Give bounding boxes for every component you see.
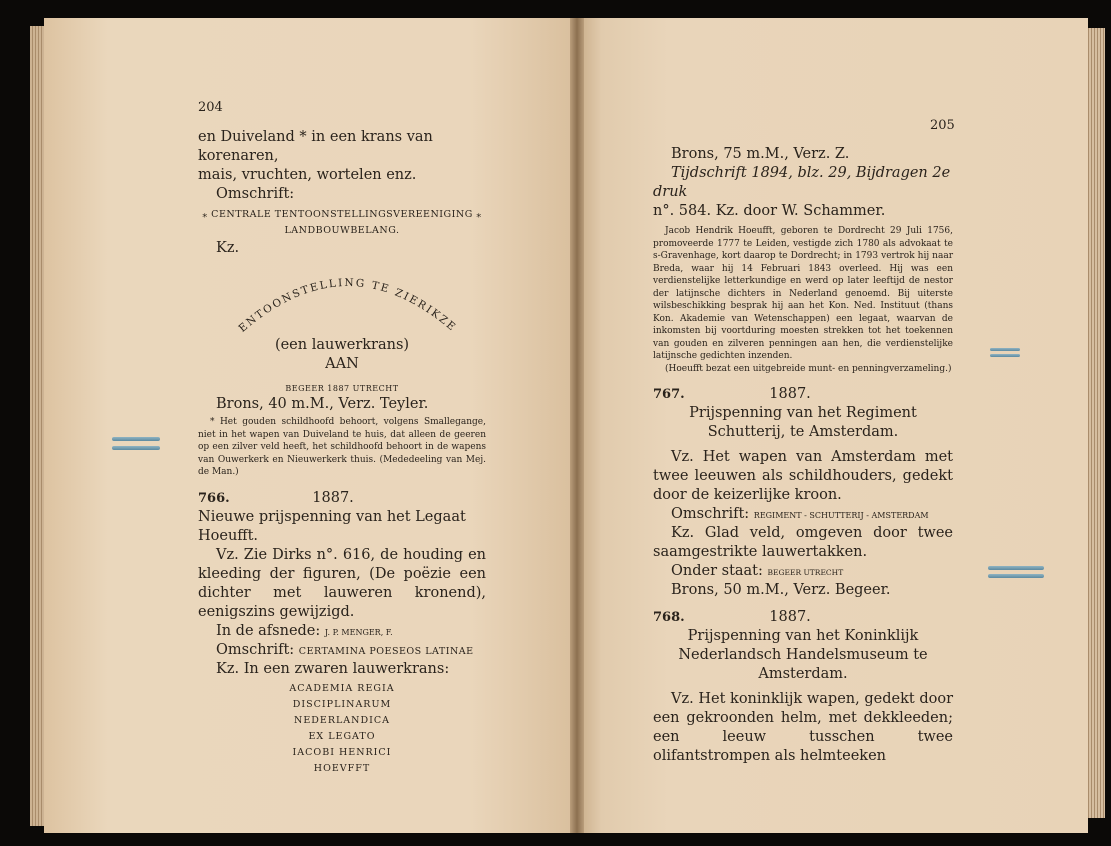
entry-767-title: Prijspenning van het Regiment Schutterij, te Amsterdam. — [689, 405, 917, 440]
blue-pencil-mark — [988, 566, 1044, 570]
omschrift-label: Omschrift: — [216, 186, 295, 202]
entry-766-title: Nieuwe prijspenning van het Legaat Hoeufft. — [198, 508, 466, 544]
right-line-2: Tijdschrift 1894, blz. 29, Bijdragen 2e druk — [653, 165, 951, 200]
entry-767-vz: Vz. Het wapen van Amsterdam met twee leeuwen als schildhouders, gedekt door de keizerlijke kroon. — [653, 449, 953, 503]
entry-767-heading — [653, 385, 953, 404]
entry-767-omschrift-line — [653, 505, 953, 524]
intro-line-2: mais, vruchten, wortelen enz. — [198, 167, 417, 183]
blue-pencil-mark — [990, 354, 1020, 357]
page-number-left: 204 — [198, 100, 223, 115]
wreath-text: (een lauwerkrans) — [274, 337, 410, 353]
arc-text: ENTOONSTELLING TE ZIERIKZE — [236, 276, 459, 335]
page-edges-right — [1085, 28, 1105, 818]
entry-767-kz: Kz. Glad veld, omgeven door twee saamgestrikte lauwertakken. — [653, 525, 953, 560]
omschrift-text-2: LANDBOUWBELANG. — [284, 225, 400, 236]
entry-767-onder: BEGEER UTRECHT — [767, 568, 844, 577]
entry-768-vz: Vz. Het koninklijk wapen, gedekt door een gekroonden helm, met dekkleeden; een leeuw tusschen twee olifantstrompen als helmteeken — [653, 691, 953, 764]
blue-pencil-mark — [988, 574, 1044, 578]
omschrift-2-text: CERTAMINA POESEOS LATINAE — [298, 645, 474, 657]
maker-line: BEGEER 1887 UTRECHT — [285, 384, 399, 393]
afsnede-line — [198, 622, 486, 641]
page-number-right: 205 — [930, 118, 955, 133]
kz-label: Kz. — [216, 240, 240, 256]
svg-text:TENTOONSTELLING TE ZIERIKZEE — [198, 260, 459, 335]
right-line-1: Brons, 75 m.M., Verz. Z. — [671, 146, 850, 162]
footnote: * Het gouden schildhoofd behoort, volgens Smallegange, niet in het wapen van Duiveland te huis, dat alleen de geeren op een zilver veld heeft, het schildhoofd behoort in de wapens van Ouwerkerk en Nieuwerkerk thuis. (Mededeeling van Mej. de Man.) — [198, 417, 486, 477]
metal-line: Brons, 40 m.M., Verz. Teyler. — [216, 396, 429, 412]
kz-2-text: Kz. In een zwaren lauwerkrans: — [216, 660, 450, 677]
entry-767-onder-label: Onder staat: — [671, 563, 763, 579]
legend-line: EX LEGATO — [308, 730, 376, 742]
aan-text: AAN — [325, 356, 359, 372]
afsnede-label: In de afsnede: — [216, 622, 321, 639]
book-gutter — [570, 18, 584, 833]
entry-768-number: 768. — [653, 610, 685, 625]
entry-767-omschrift-label: Omschrift: — [671, 506, 750, 522]
wreath-legend — [198, 681, 486, 777]
intro-line-1: en Duiveland * in een krans van korenaren, — [198, 129, 433, 164]
legend-line: IACOBI HENRICI — [292, 746, 392, 758]
left-page-content — [198, 128, 486, 777]
entry-768-title: Prijspenning van het Koninklijk Nederlandsch Handelsmuseum te Amsterdam. — [678, 628, 928, 682]
legend-line: DISCIPLINARUM — [292, 698, 392, 710]
entry-767-number: 767. — [653, 387, 685, 402]
right-line-3: n°. 584. Kz. door W. Schammer. — [653, 203, 886, 219]
entry-767-metal: Brons, 50 m.M., Verz. Begeer. — [671, 582, 891, 598]
omschrift-text: ⁎ CENTRALE TENTOONSTELLINGSVEREENIGING ⁎ — [202, 209, 482, 220]
entry-766-vz: Vz. Zie Dirks n°. 616, de houding en kleeding der figuren, (De poëzie een dichter met lauweren kronend), eenigszins gewijzigd. — [198, 546, 486, 620]
entry-768-year: 1887. — [769, 609, 811, 625]
afsnede-text: J. P. MENGER, F. — [324, 627, 393, 637]
entry-767-onder-line — [653, 562, 953, 581]
blue-pencil-mark — [112, 446, 160, 450]
omschrift-2-line — [198, 641, 486, 660]
biography-note: (Hoeufft bezat een uitgebreide munt- en penningverzameling.) — [665, 363, 952, 374]
omschrift-2-label: Omschrift: — [216, 641, 295, 658]
blue-pencil-mark — [990, 348, 1020, 351]
biography: Jacob Hendrik Hoeufft, geboren te Dordrecht 29 Juli 1756, promoveerde 1777 te Leiden, vestigde zich 1780 als advokaat te s-Gravenhage, kort daarop te Dordrecht; in 1793 vertrok hij naar Breda, waar hij 14 Februari 1843 overleed. Hij was een verdienstelijke letterkundige en werd op later leeftijd de nestor der latijnsche dichters in Nederland genoemd. Bij uiterste wilsbeschikking besprak hij aan het Kon. Ned. Instituut (thans Kon. Akademie van Wetenschappen) een legaat, waarvan de inkomsten bij voortduring moesten strekken tot het toekennen van gouden en zilveren penningen aan hen, die verdienstelijke latijnsche gedichten inzenden. — [653, 226, 953, 361]
legend-line: NEDERLANDICA — [294, 714, 390, 726]
entry-766-year: 1887. — [312, 489, 354, 506]
entry-767-omschrift: REGIMENT - SCHUTTERIJ - AMSTERDAM — [753, 511, 929, 520]
entry-766-number: 766. — [198, 490, 230, 506]
right-page-content — [653, 145, 953, 766]
legend-line: HOEVFFT — [313, 762, 371, 774]
blue-pencil-mark — [112, 437, 160, 441]
arc-inscription — [198, 260, 498, 340]
entry-768-heading — [653, 608, 953, 627]
entry-767-year: 1887. — [769, 386, 811, 402]
legend-line: ACADEMIA REGIA — [289, 682, 395, 694]
entry-766-heading — [198, 489, 486, 508]
